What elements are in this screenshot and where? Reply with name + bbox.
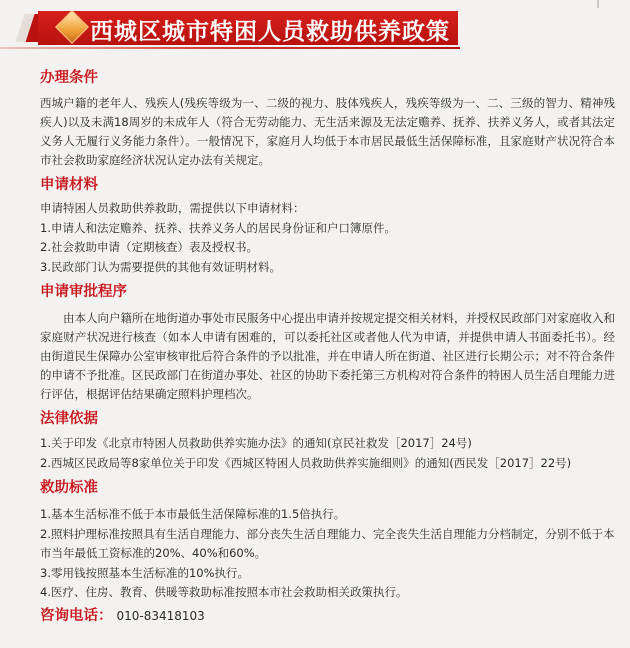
edge-mark bbox=[597, 0, 599, 8]
section-heading-legal: 法律依据 bbox=[40, 411, 98, 427]
standards-item-4: 4.医疗、住房、教育、供暖等救助标准按照本市社会救助相关政策执行。 bbox=[40, 585, 408, 599]
section-heading-conditions: 办理条件 bbox=[40, 70, 98, 86]
standards-item-1: 1.基本生活标准不低于本市最低生活保障标准的1.5倍执行。 bbox=[40, 507, 346, 521]
contact-line bbox=[40, 605, 615, 627]
legal-item-2: 2.西城区民政局等8家单位关于印发《西城区特困人员救助供养实施细则》的通知(西民发［2017］22号) bbox=[40, 455, 572, 470]
banner-underline bbox=[0, 47, 460, 49]
standards-item-2: 2.照料护理标准按照具有生活自理能力、部分丧失生活自理能力、完全丧失生活自理能力分档制定，分别不低于本市当年最低工资标准的20%、40%和60%。 bbox=[40, 526, 615, 560]
conditions-paragraph: 西城户籍的老年人、残疾人(残疾等级为一、二级的视力、肢体残疾人，残疾等级为一、二、三级的智力、精神残疾人)以及未满18周岁的未成年人（符合无劳动能力、无生活来源及无法定赡养、抚养、扶养义务人，或者其法定义务人无履行义务能力条件）。一般情况下，家庭月人均低于本市居民最低生活保障标准，且家庭财产状况符合本市社会救助家庭经济状况认定办法有关规定。 bbox=[40, 96, 615, 167]
materials-item-1: 1.申请人和法定赡养、抚养、扶养义务人的居民身份证和户口簿原件。 bbox=[40, 220, 396, 235]
contact-phone: 010-83418103 bbox=[116, 608, 205, 623]
materials-item-3: 3.民政部门认为需要提供的其他有效证明材料。 bbox=[40, 259, 281, 274]
section-heading-procedure: 申请审批程序 bbox=[40, 284, 127, 300]
policy-content bbox=[40, 67, 615, 627]
legal-item-1: 1.关于印发《北京市特困人员救助供养实施办法》的通知(京民社救发［2017］24号) bbox=[40, 436, 472, 450]
procedure-paragraph: 由本人向户籍所在地街道办事处市民服务中心提出申请并按规定提交相关材料，并授权民政部门对家庭收入和家庭财产状况进行核查（如本人申请有困难的，可以委托社区或者他人代为申请，并提供申请人书面委托书）。经由街道民生保障办公室审核审批后符合条件的予以批准，并在申请人所在街道、社区进行长期公示；对不符合条件的申请不予批准。区民政部门在街道办事处、社区的协助下委托第三方机构对符合条件的特困人员生活自理能力进行评估，根据评估结果确定照料护理档次。 bbox=[40, 311, 615, 401]
section-heading-materials: 申请材料 bbox=[40, 177, 98, 193]
materials-item-2: 2.社会救助申请（定期核查）表及授权书。 bbox=[40, 240, 258, 254]
standards-item-3: 3.零用钱按照基本生活标准的10%执行。 bbox=[40, 565, 250, 580]
title-banner bbox=[0, 0, 630, 66]
section-heading-standards: 救助标准 bbox=[40, 480, 98, 496]
page-title: 西城区城市特困人员救助供养政策 bbox=[90, 19, 450, 45]
materials-intro: 申请特困人员救助供养救助，需提供以下申请材料： bbox=[40, 201, 305, 215]
contact-label: 咨询电话： bbox=[40, 607, 113, 624]
